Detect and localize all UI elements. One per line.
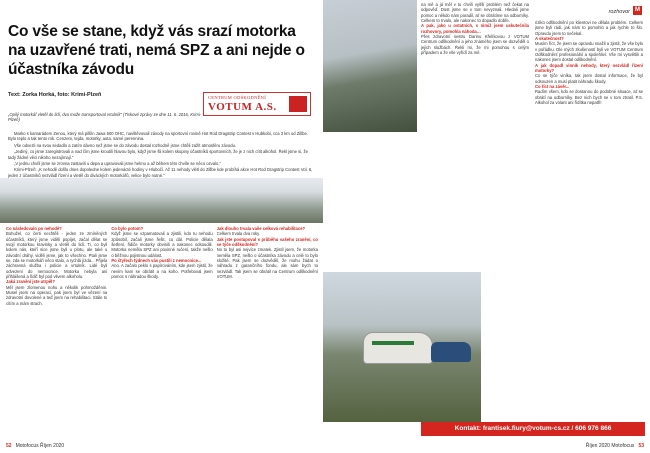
lead-paragraph: Vše odvezli na svou sedadlo a zatím dávno než jsme se do závodu dostal rozhodně jsme chtěli zažít atmosféru závodu. (14, 142, 237, 148)
logo-flag-icon (289, 96, 307, 112)
interview-question: A skutečnost? (535, 36, 564, 42)
interview-answer: Co se týče viníka, tak jsem dostal informace, že byl odsouzen a musí platit náhradu škody. (535, 73, 643, 84)
lead-paragraph: Krimi-Plzeň: „K nehodě došlo dnes dopoledne kolem jedenácté hodiny v Hlubočí. Až 11 nehody vlétl do Zillbe kde probíhá akce Hot Rod Dragstrip Contest Vol. 6, jeden z účastníků nezvládl řízení a vletěl do diváckých motorkářů, velice bylo nutné.“ (8, 167, 313, 178)
interview-question: Co následovalo po nehodě? (6, 226, 62, 231)
rubric-label: rozhovor (608, 9, 630, 15)
interview-question: Jak dlouho trvala vaše celková rehabilitace? (216, 226, 306, 231)
lead-paragraph: „V jednu chvíli jsme se zrovna zastavili u depa a upravovali jsme helmu a až během této chvíle se něco ozvalo.“ (14, 161, 221, 167)
article-columns (6, 226, 318, 440)
issue-date: Říjen 2020 (585, 443, 610, 449)
page-number: 53 (638, 443, 644, 449)
interview-question: Co bylo potom? (111, 226, 144, 231)
press-quote: „Opilý motorkář vletěl do lidí, dva muže transportoval vrtulník" (Tiskové zprávy ze dne 11. 6. 2016, Krimi-Plzeň) (8, 112, 202, 123)
right-page (323, 0, 650, 453)
article-column (111, 226, 212, 440)
interview-question: Jaká zranění jste utrpěl? (6, 279, 55, 285)
crash-photo (323, 0, 417, 132)
issue-date: Říjen 2020 (40, 443, 65, 449)
right-footer (586, 443, 644, 449)
lead-text (8, 131, 313, 179)
interview-answer: riziko odškodnění po klientovi ne dělala problém. Celkem jsme byli rádi, jak nám to pomohlo a jak rychle to šlo. Opravdu jsem to nečekal. (535, 20, 643, 36)
interview-answer: Celkem trvala dva roky. (216, 231, 261, 237)
interview-answer: Když jsme se vzpamatovali a zjistili, kdo tu nehodu způsobil, začali jsme řešit, co dál. Policie dělala šetření, řidiče motorky obvinili a nakonec odsoudili. Motorka neměla SPZ ani povinné ručení, takže nešlo o běžnou pojistnou událost. (111, 231, 213, 258)
track-photo (0, 178, 323, 223)
lead-paragraph: „Jediný, co jsme zaregistrovali a nad čím jsme kroutili hlavou bylo, když jsme šli kolem skupiny účastníků sportovních, že je z nich cítit alkohol. Řekl jsme si, že tady žádné věci nikoho nezajímají.“ (8, 149, 308, 160)
logo-top-text: CENTRUM ODŠKODNĚNÍ (208, 95, 267, 100)
interview-question: Co říct na závěr... (535, 84, 570, 90)
logo-mark: VOTUM A.S. (208, 101, 277, 113)
article-title: Co vše se stane, když vás srazí motorka na uzavřené trati, nemá SPZ a ani nejde o účastníka závodu (8, 23, 305, 78)
magazine-name: Motofocus (15, 443, 39, 449)
article-column (217, 226, 318, 440)
left-footer (6, 443, 64, 449)
interview-answer: Přes zdravotní sestru Darinu Křelíkovou z VOTUM Centrum odškodnění a jeho známého jsem se dozvěděl o jejich službách. Řekli mi, že mi pomohou s celým případem a že vše vyřídí za mě. (421, 34, 529, 56)
interview-question: Jak jste postupoval s průběhu vašeho zranění, co se týče odškodnění? (216, 236, 318, 248)
article-column (6, 226, 107, 440)
right-column-1 (421, 2, 529, 270)
interview-answer: Musím říct, že jsem se opravdu snažil a zjistil, že vše bylo v pořádku. Dle mých zkušeností byli ve VOTUM Centrum Odškodnění profesionální a spolehliví. Vše mi vysvětlili a nakonec jsem dostal odškodnění. (535, 41, 643, 63)
interview-answer: Měl jsem zlomenou nohu a několik pohmožděnin. Musel jsem na operaci, pak jsem byl ve vězení na zdravotní dovolené a teď jsem na rehabilitaci. Stále to cítím a mám strach. (6, 284, 108, 306)
interview-answer: na mě a já měl v tu chvíli vyšší problém než čekat na odpověď. Dost jsme se v tom nevyznali. Hledali jsme pomoc a někdo nám poradil, ať se obrátíme na odborníky. Celkem to trvalo, ale nakonec to dopadlo dobře. (421, 2, 529, 24)
interview-question: A jak dopadl vinník nehody, který nezvládl řízení motorky? (535, 62, 643, 74)
left-page (0, 0, 323, 453)
interview-answer: Ano. A začalo peklo s papírováním, kde jsem zjistil, že nevím kam se obrátit a na koho. Potřeboval jsem pomoc s náhradou škody. (111, 263, 213, 280)
page-number: 52 (6, 443, 12, 449)
lead-paragraph: Marko s kamarádem Zenou, který má pilšín Jawa 500 OHC, navštěvovali závody na sportovní rovině Hot Rod Dragstrip Contest v Hubkobi, cca 3 km od Zillbe. Bylo teplo a tak tento rok. Cenzem, tejda, motorky, auta, samé perennina. (8, 131, 308, 142)
interview-question: A pak, jako u ostatních, s nimiž jsem uskutečnila rozhovory, pomohla náhoda… (421, 23, 529, 34)
interview-answer: Bohužel, co čerti nechtěli - jeden ze zmíněných účastníků, který jsme viděli popíjet, začal dělat se svojí motorkou kravinky a vletěl do lidí. Ti, co byli kolem nás, kteří sice jsme byli u plotu, ale také u závodní dráhy, viděli jsme, jak to všechno. Ptali jsme se, zda se motorkáři něco stalo, a rychlá jízda... Přijela záchranná služba i policie a vrtulník. Lidé byli odvezeni do nemocnice. Motorka nebyla ani přihlášená a řidič byl pod vlivem alkoholu. (6, 231, 108, 280)
rubric-icon: M (635, 7, 640, 13)
votum-logo (203, 92, 311, 116)
contact-banner[interactable]: Kontakt: frantisek.fiury@votum-cs.cz / 606 976 866 (421, 422, 645, 436)
byline: Text: Zorka Horká, foto: Krimi-Plzeň (8, 92, 102, 98)
right-column-2 (535, 20, 643, 418)
interview-answer: No to byl asi nejvíce zmatek. Zjistil jsem, že motorka neměla SPZ, nešlo o účastníka závodu a celé to bylo složité. Pak jsem se dozvěděl, že mohu žádat o náhradu z garančního fondu, ale sám bych to nezvládl. Tak jsem se obrátil na Centrum odškodnění VOTUM. (216, 247, 318, 280)
interview-answer: Radím všem, kdo se dostanou do podobné situace, ať se obrátí na odborníky. Bez nich bych se v tom ztratil. P.S. Alkohol za volant ani řídítka nepatří! (535, 89, 643, 106)
magazine-name: Motofocus (611, 443, 635, 449)
interview-question: Po čtyřech týdnech vás pustili z nemocnice... (111, 258, 202, 264)
right-column-3 (421, 272, 529, 418)
